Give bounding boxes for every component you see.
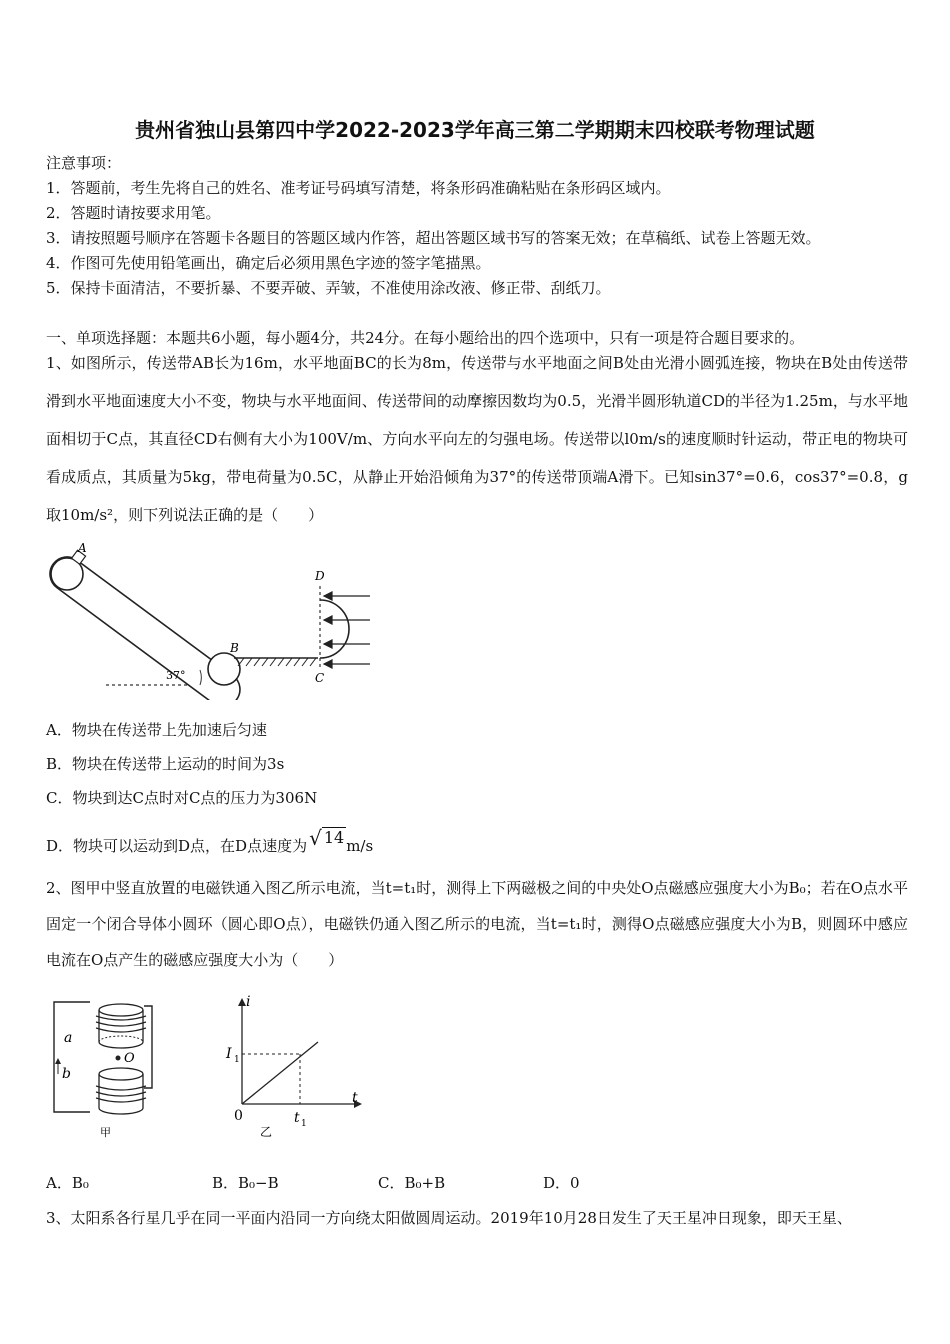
notice-item: 4．作图可先使用铅笔画出，确定后必须用黑色字迹的签字笔描黑。 <box>46 254 491 272</box>
q1-option-d-text: D．物块可以运动到D点，在D点速度为 <box>46 837 308 855</box>
sqrt-radicand: 14 <box>323 828 345 847</box>
label-O: O <box>124 1051 135 1066</box>
question-1-stem: 1、如图所示，传送带AB长为16m，水平地面BC的长为8m，传送带与水平地面之间B处由光滑小圆弧连接，物块在B处由传送带滑到水平地面速度大小不变，物块与水平地面间、传送带间的动摩擦因数均为0.5，光滑半圆形轨道CD的半径为1.25m，与水平地面相切于C点，其直径CD右侧有大小为100V/m、方向水平向左的匀强电场。传送带以l0m/s的速度顺时针运动，带正电的物块可看成质点，其质量为5kg，带电荷量为0.5C，从静止开始沿倾角为37°的传送带顶端A滑下。已知sin37°=0.6，cos37°=0.8，g取10m/s²，则下列说法正确的是（ ） <box>46 354 908 524</box>
label-t1: t <box>294 1110 300 1126</box>
label-b: b <box>62 1066 71 1082</box>
page-title: 贵州省独山县第四中学2022-2023学年高三第二学期期末四校联考物理试题 <box>135 118 815 142</box>
question-3-stem: 3、太阳系各行星几乎在同一平面内沿同一方向绕太阳做圆周运动。2019年10月28日发生了天王星冲日现象，即天王星、 <box>46 1209 852 1227</box>
label-a: a <box>64 1030 73 1046</box>
q1-option-c[interactable]: C．物块到达C点时对C点的压力为306N <box>46 789 318 807</box>
q2-option-c[interactable]: C．B₀+B <box>378 1174 446 1192</box>
caption-jia: 甲 <box>100 1126 111 1139</box>
q2-option-a[interactable]: A．B₀ <box>46 1174 89 1192</box>
q1-option-a[interactable]: A．物块在传送带上先加速后匀速 <box>46 721 267 739</box>
section-heading: 一、单项选择题：本题共6小题，每小题4分，共24分。在每小题给出的四个选项中，只有一项是符合题目要求的。 <box>46 329 805 347</box>
notice-item: 5．保持卡面清洁，不要折暴、不要弄破、弄皱，不准使用涂改液、修正带、刮纸刀。 <box>46 279 611 297</box>
angle-label: 37° <box>166 669 186 682</box>
question-2-stem: 2、图甲中竖直放置的电磁铁通入图乙所示电流，当t=t₁时，测得上下两磁极之间的中央处O点磁感应强度大小为B₀；若在O点水平固定一个闭合导体小圆环（圆心即O点），电磁铁仍通入图乙所示的电流，当t=t₁时，测得O点磁感应强度大小为B，则圆环中感应电流在O点产生的磁感应强度大小为（ ） <box>46 879 908 969</box>
notice-item: 2．答题时请按要求用笔。 <box>46 204 221 222</box>
label-C: C <box>315 671 325 685</box>
sqrt-expression: √ 14 <box>309 826 345 850</box>
label-t1-sub: 1 <box>301 1119 307 1129</box>
q2-figure-yi <box>218 992 368 1140</box>
axis-t-label: t <box>352 1090 358 1106</box>
origin-label: 0 <box>234 1108 243 1124</box>
notice-item: 1．答题前，考生先将自己的姓名、准考证号码填写清楚，将条形码准确粘贴在条形码区域内。 <box>46 179 671 197</box>
caption-yi: 乙 <box>260 1125 273 1139</box>
q1-figure <box>40 540 380 700</box>
notice-item: 3．请按照题号顺序在答题卡各题目的答题区域内作答，超出答题区域书写的答案无效；在草稿纸、试卷上答题无效。 <box>46 229 821 247</box>
label-D: D <box>315 569 325 583</box>
label-B: B <box>230 641 239 655</box>
q2-figure-jia <box>46 990 176 1140</box>
q1-option-b[interactable]: B．物块在传送带上运动的时间为3s <box>46 755 285 773</box>
q1-option-d[interactable] <box>46 826 374 856</box>
label-I-sub: 1 <box>234 1055 240 1065</box>
notice-heading: 注意事项： <box>46 154 122 172</box>
q2-option-d[interactable]: D．0 <box>543 1174 580 1192</box>
q1-option-d-unit: m/s <box>346 837 374 855</box>
label-A: A <box>78 541 87 555</box>
axis-i-label: i <box>246 994 251 1010</box>
q2-option-b[interactable]: B．B₀−B <box>212 1174 279 1192</box>
label-I: I <box>226 1046 232 1062</box>
